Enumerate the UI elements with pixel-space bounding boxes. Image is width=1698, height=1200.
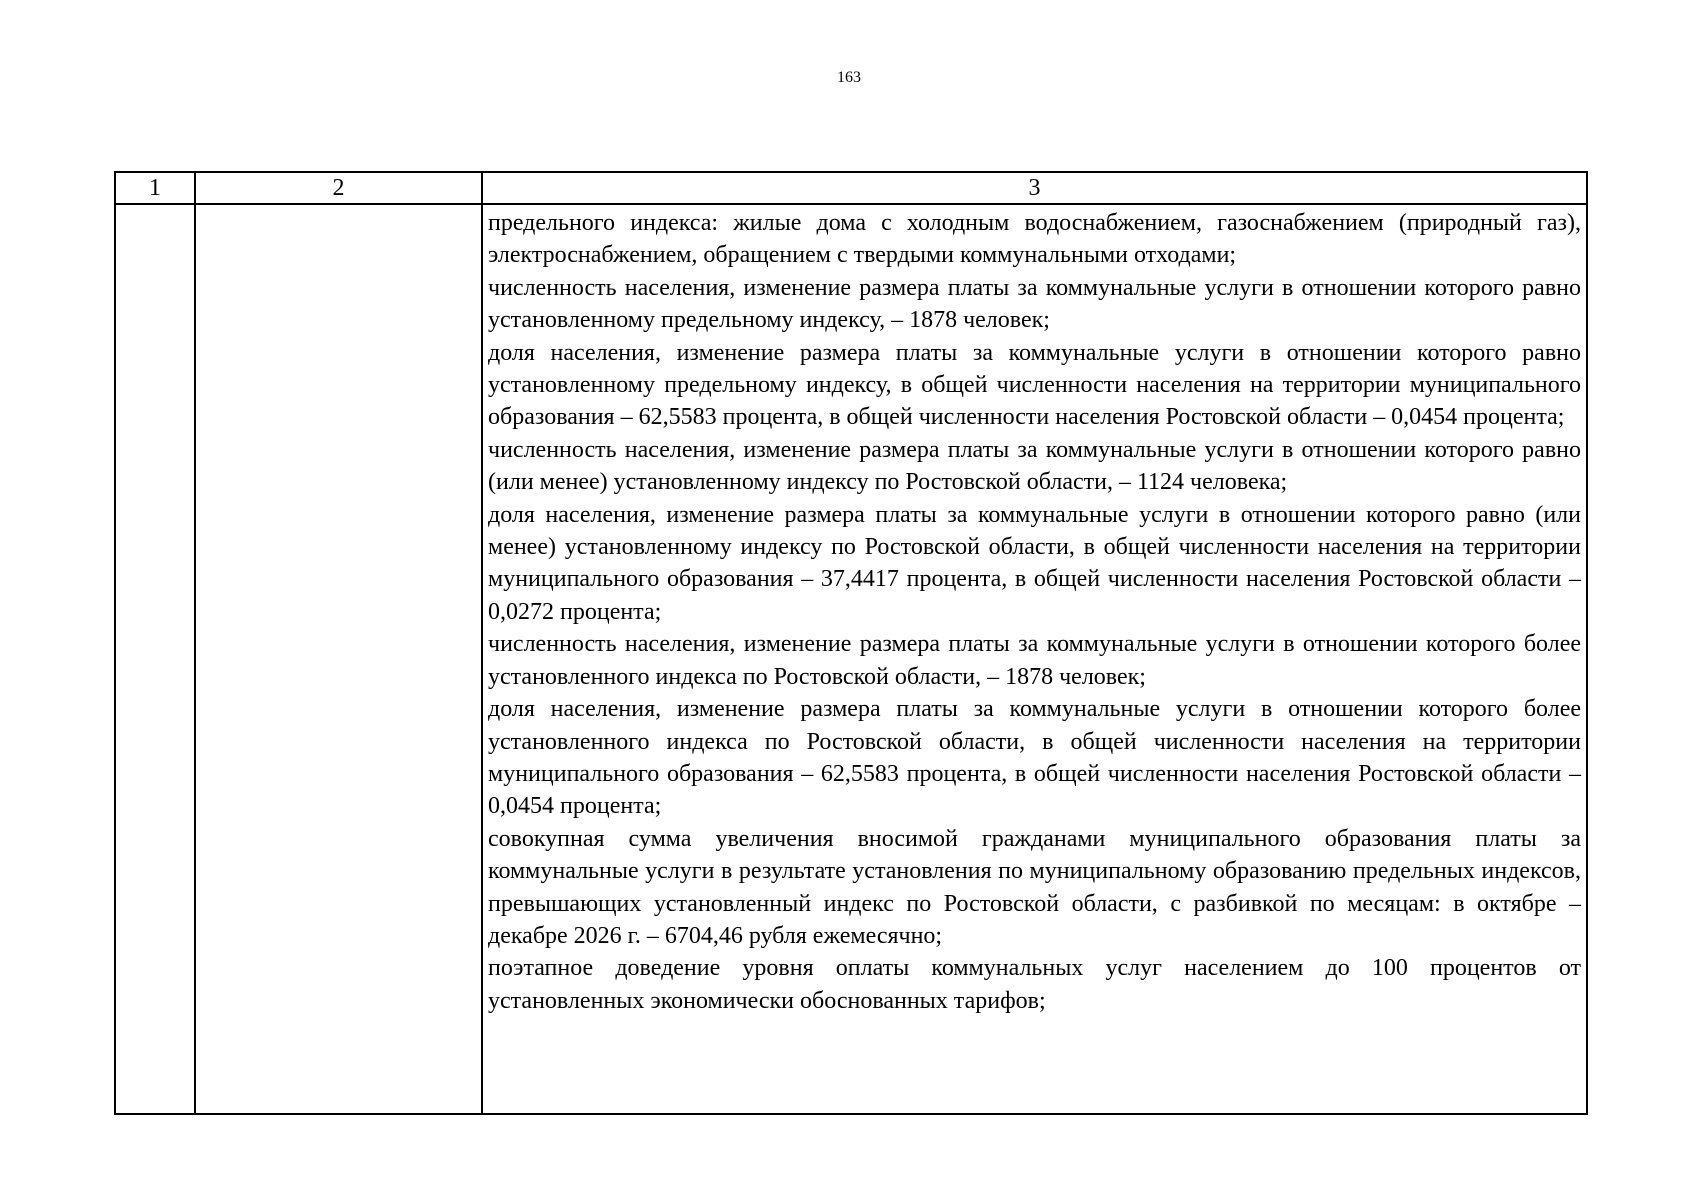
paragraph: доля населения, изменение размера платы за коммунальные услуги в отношении которого более установленного индекса по Ростовской области, в общей численности населения на территории муниципального образования – 62,5583 процента, в общей численности населения Ростовской области – 0,0454 процента;	[488, 696, 1581, 820]
column-1-cell	[115, 204, 195, 1114]
paragraph: численность населения, изменение размера платы за коммунальные услуги в отношении которого равно установленному предельному индексу, – 1878 человек;	[488, 274, 1581, 334]
document-table	[114, 171, 1588, 1115]
column-header-1: 1	[115, 172, 195, 204]
paragraph: доля населения, изменение размера платы за коммунальные услуги в отношении которого равно (или менее) установленному индексу по Ростовской области, в общей численности населения на территории муниципального образования – 37,4417 процента, в общей численности населения Ростовской области – 0,0272 процента;	[488, 501, 1581, 625]
column-2-cell	[195, 204, 482, 1114]
column-header-2: 2	[195, 172, 482, 204]
paragraph: совокупная сумма увеличения вносимой гражданами муниципального образования платы за коммунальные услуги в результате установления по муниципальному образованию предельных индексов, превышающих установленный индекс по Ростовской области, с разбивкой по месяцам: в октябре – декабре 2026 г. – 6704,46 рубля ежемесячно;	[488, 825, 1581, 949]
paragraph: поэтапное доведение уровня оплаты коммунальных услуг населением до 100 процентов от установленных экономически обоснованных тарифов;	[488, 955, 1581, 1014]
column-header-3: 3	[482, 172, 1587, 204]
column-3-cell	[482, 204, 1587, 1114]
paragraph: численность населения, изменение размера платы за коммунальные услуги в отношении которого равно (или менее) установленному индексу по Ростовской области, – 1124 человека;	[488, 436, 1581, 496]
table-row	[115, 204, 1587, 1114]
table-header-row	[115, 172, 1587, 204]
paragraph: численность населения, изменение размера платы за коммунальные услуги в отношении которого более установленного индекса по Ростовской области, – 1878 человек;	[488, 631, 1581, 690]
page-number: 163	[837, 69, 861, 86]
paragraph: доля населения, изменение размера платы за коммунальные услуги в отношении которого равно установленному предельному индексу, в общей численности населения на территории муниципального образования – 62,5583 процента, в общей численности населения Ростовской области – 0,0454 процента;	[488, 339, 1581, 431]
paragraph: предельного индекса: жилые дома с холодным водоснабжением, газоснабжением (природный газ), электроснабжением, обращением с твердыми коммунальными отходами;	[488, 210, 1581, 269]
